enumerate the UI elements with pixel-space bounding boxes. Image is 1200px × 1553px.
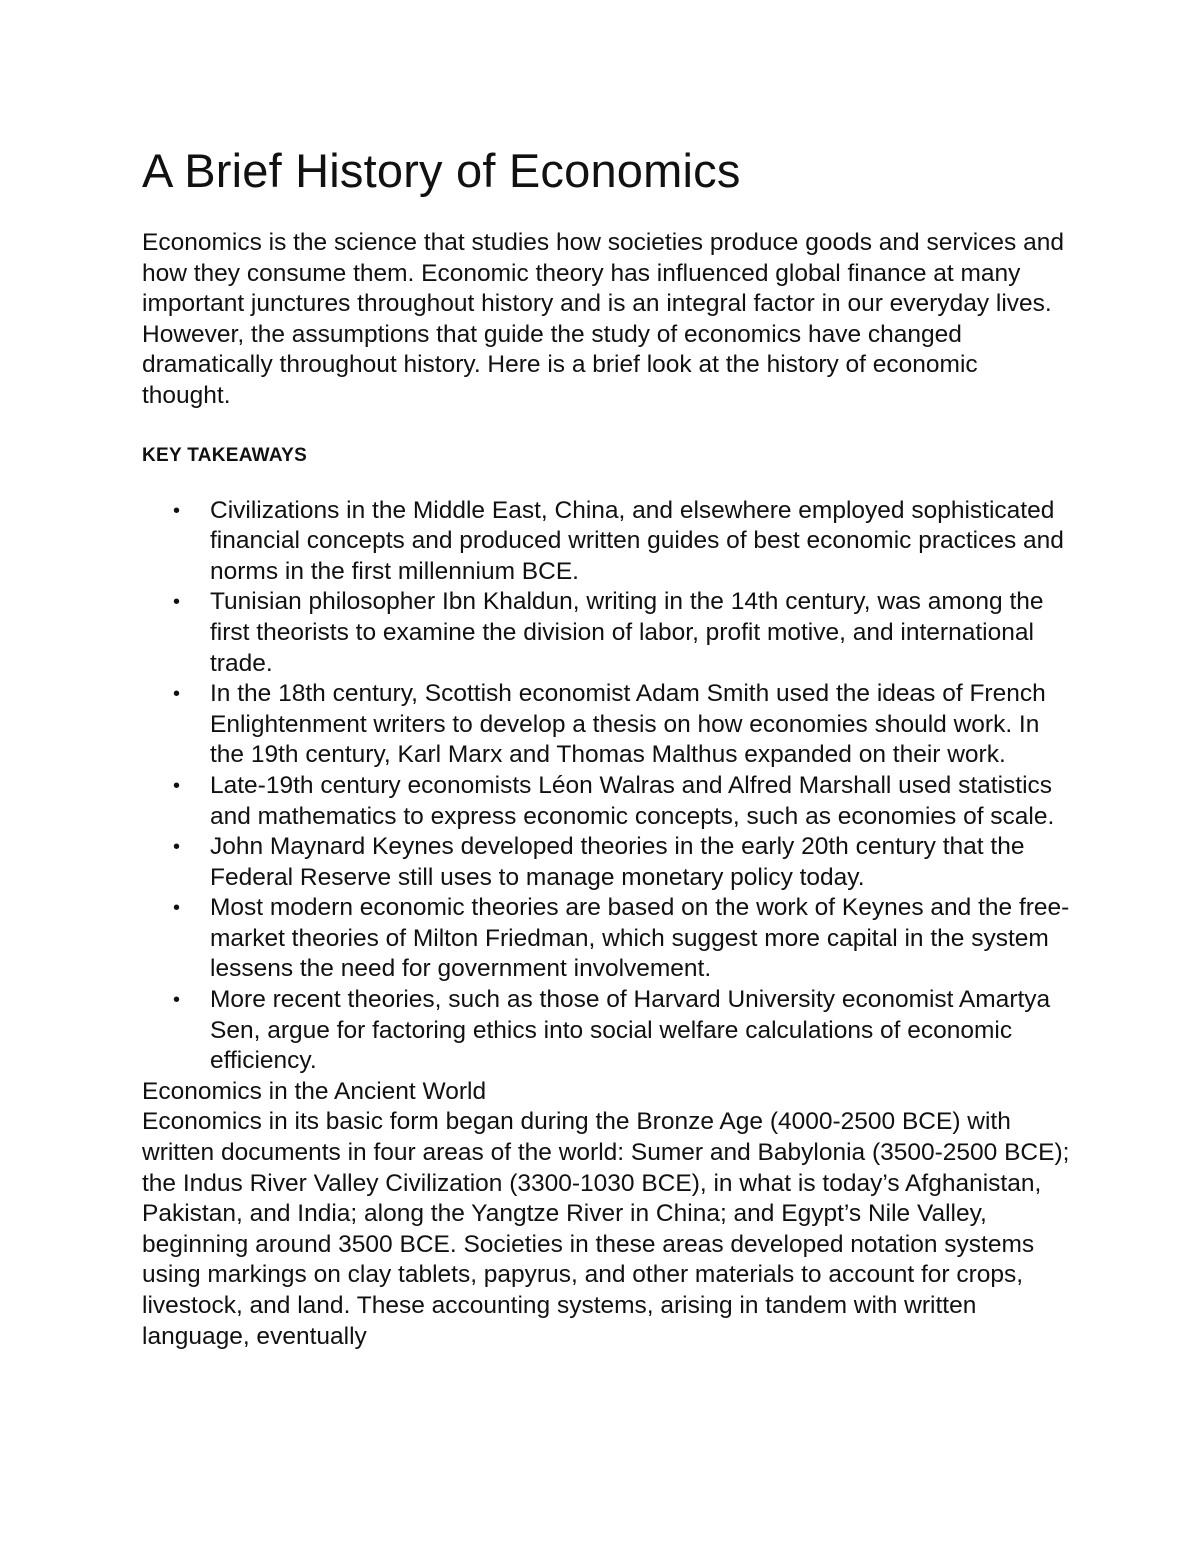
list-item <box>173 496 1072 588</box>
section-heading-ancient-world: Economics in the Ancient World <box>142 1077 487 1105</box>
list-item <box>173 893 1072 985</box>
key-takeaways-heading: KEY TAKEAWAYS <box>142 444 308 466</box>
document-page <box>142 140 1072 1352</box>
bullet-icon: • <box>173 591 181 614</box>
list-item <box>173 679 1072 771</box>
document-title: A Brief History of Economics <box>142 144 741 197</box>
list-item-text: John Maynard Keynes developed theories in the early 20th century that the Federal Reserve still uses to manage monetary policy today. <box>210 833 1025 891</box>
list-item-text: Late-19th century economists Léon Walras and Alfred Marshall used statistics and mathematics to express economic concepts, such as economies of scale. <box>210 771 1055 830</box>
section-body-paragraph: Economics in its basic form began during the Bronze Age (4000-2500 BCE) with written documents in four areas of the world: Sumer and Babylonia (3500-2500 BCE); the Indus River Valley Civilization (3300-1030 BCE), in what is today’s Afghanistan, Pakistan, and India; along the Yangtze River in China; and Egypt’s Nile Valley, beginning around 3500 BCE. Societies in these areas developed notation systems using markings on clay tablets, papyrus, and other materials to account for crops, livestock, and land. These accounting systems, arising in tandem with written language, eventually <box>142 1108 1070 1350</box>
bullet-icon: • <box>173 897 181 920</box>
bullet-icon: • <box>173 683 181 706</box>
list-item <box>173 587 1072 679</box>
list-item-text: Civilizations in the Middle East, China, and elsewhere employed sophisticated financial concepts and produced written guides of best economic practices and norms in the first millennium BCE. <box>210 496 1064 585</box>
bullet-icon: • <box>173 499 181 522</box>
list-item-text: In the 18th century, Scottish economist Adam Smith used the ideas of French Enlightenment writers to develop a thesis on how economies should work. In the 19th century, Karl Marx and Thomas Malthus expanded on their work. <box>210 680 1046 769</box>
list-item-text: Most modern economic theories are based on the work of Keynes and the free-market theories of Milton Friedman, which suggest more capital in the system lessens the need for government involvement. <box>210 894 1070 983</box>
list-item-text: More recent theories, such as those of Harvard University economist Amartya Sen, argue for factoring ethics into social welfare calculations of economic efficiency. <box>210 986 1051 1075</box>
list-item <box>173 832 1072 893</box>
intro-paragraph: Economics is the science that studies how societies produce goods and services and how they consume them. Economic theory has influenced global finance at many important junctures throughout history and is an integral factor in our everyday lives. However, the assumptions that guide the study of economics have changed dramatically throughout history. Here is a brief look at the history of economic thought. <box>142 229 1064 409</box>
list-item <box>173 985 1072 1077</box>
bullet-icon: • <box>173 989 181 1012</box>
list-item <box>173 771 1072 832</box>
bullet-icon: • <box>173 836 181 859</box>
list-item-text: Tunisian philosopher Ibn Khaldun, writing in the 14th century, was among the first theorists to examine the division of labor, profit motive, and international trade. <box>210 588 1044 677</box>
bullet-icon: • <box>173 774 181 797</box>
key-takeaways-list <box>142 496 1072 1077</box>
